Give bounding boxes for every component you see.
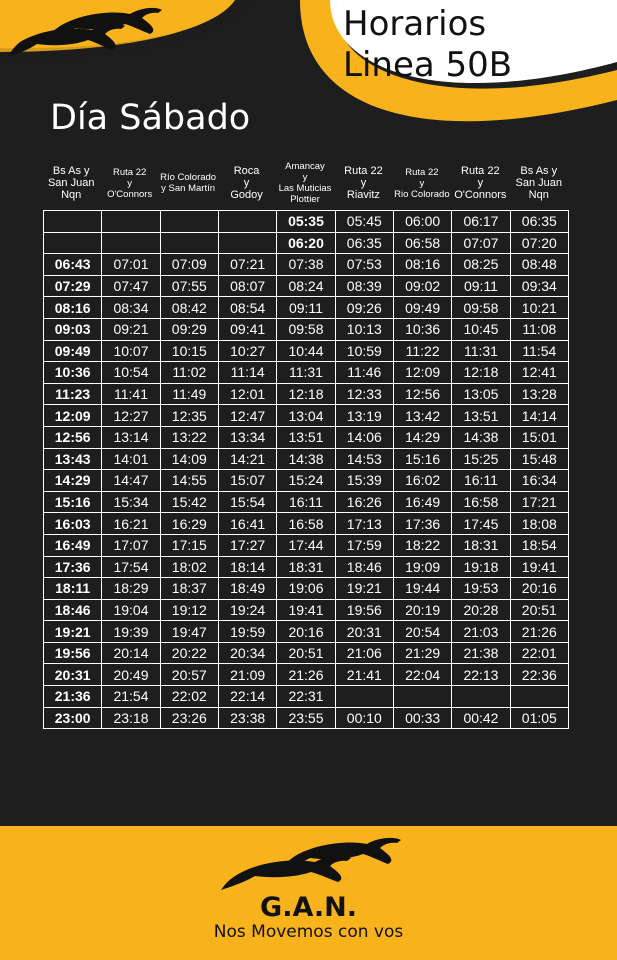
column-header: Roca y Godoy — [230, 165, 263, 201]
time-cell: 15:48 — [510, 448, 568, 470]
time-cell: 09:58 — [452, 297, 510, 319]
time-cell: 22:02 — [160, 686, 218, 708]
column-header: Ruta 22 y Rio Colorado — [394, 166, 450, 200]
time-cell: 09:11 — [452, 275, 510, 297]
greyhound-footer-icon — [215, 836, 405, 894]
time-cell: 12:33 — [335, 383, 393, 405]
time-cell: 15:54 — [218, 491, 276, 513]
table-row — [44, 556, 569, 578]
time-cell: 20:16 — [277, 621, 335, 643]
time-cell: 11:54 — [510, 340, 568, 362]
table-row — [44, 664, 569, 686]
time-cell: 16:03 — [44, 513, 102, 535]
time-cell: 22:13 — [452, 664, 510, 686]
time-cell: 07:55 — [160, 275, 218, 297]
time-cell: 11:14 — [218, 362, 276, 384]
time-cell: 17:07 — [102, 534, 160, 556]
time-cell: 00:10 — [335, 707, 393, 729]
time-cell: 09:26 — [335, 297, 393, 319]
table-row — [44, 599, 569, 621]
table-row — [44, 578, 569, 600]
time-cell: 16:58 — [452, 491, 510, 513]
time-cell: 14:21 — [218, 448, 276, 470]
time-cell: 18:08 — [510, 513, 568, 535]
time-cell: 18:11 — [44, 578, 102, 600]
time-cell: 16:11 — [277, 491, 335, 513]
time-cell: 20:34 — [218, 642, 276, 664]
table-row — [44, 362, 569, 384]
time-cell: 23:55 — [277, 707, 335, 729]
time-cell: 17:36 — [44, 556, 102, 578]
time-cell — [160, 232, 218, 254]
time-cell: 10:59 — [335, 340, 393, 362]
time-cell: 12:09 — [393, 362, 451, 384]
column-header: Bs As y San Juan Nqn — [47, 165, 95, 201]
time-cell: 14:14 — [510, 405, 568, 427]
time-cell: 21:09 — [218, 664, 276, 686]
column-header: Río Colorado y San Martín — [160, 172, 217, 194]
time-cell: 08:39 — [335, 275, 393, 297]
title-line-2: Linea 50B — [343, 45, 513, 85]
time-cell: 19:24 — [218, 599, 276, 621]
time-cell: 11:23 — [44, 383, 102, 405]
time-cell: 16:11 — [452, 470, 510, 492]
time-cell: 19:56 — [44, 642, 102, 664]
time-cell: 20:22 — [160, 642, 218, 664]
schedule-table — [43, 210, 569, 729]
time-cell: 21:29 — [393, 642, 451, 664]
time-cell: 10:15 — [160, 340, 218, 362]
time-cell: 21:06 — [335, 642, 393, 664]
time-cell: 15:39 — [335, 470, 393, 492]
time-cell: 19:12 — [160, 599, 218, 621]
time-cell: 13:05 — [452, 383, 510, 405]
time-cell: 13:22 — [160, 426, 218, 448]
time-cell: 16:58 — [277, 513, 335, 535]
time-cell: 17:45 — [452, 513, 510, 535]
time-cell: 16:49 — [44, 534, 102, 556]
time-cell: 11:31 — [277, 362, 335, 384]
time-cell: 15:16 — [393, 448, 451, 470]
time-cell: 10:36 — [393, 318, 451, 340]
time-cell: 01:05 — [510, 707, 568, 729]
time-cell: 10:36 — [44, 362, 102, 384]
time-cell: 06:58 — [393, 232, 451, 254]
time-cell: 07:47 — [102, 275, 160, 297]
time-cell: 17:27 — [218, 534, 276, 556]
time-cell: 22:14 — [218, 686, 276, 708]
time-cell: 10:54 — [102, 362, 160, 384]
time-cell: 06:43 — [44, 254, 102, 276]
time-cell: 20:16 — [510, 578, 568, 600]
time-cell: 23:26 — [160, 707, 218, 729]
time-cell: 19:18 — [452, 556, 510, 578]
time-cell: 12:09 — [44, 405, 102, 427]
time-cell: 16:41 — [218, 513, 276, 535]
time-cell: 09:49 — [393, 297, 451, 319]
day-title: Día Sábado — [50, 98, 251, 138]
time-cell: 20:51 — [277, 642, 335, 664]
time-cell: 05:35 — [277, 211, 335, 233]
time-cell: 20:19 — [393, 599, 451, 621]
time-cell: 11:22 — [393, 340, 451, 362]
time-cell: 07:01 — [102, 254, 160, 276]
time-cell: 14:38 — [277, 448, 335, 470]
time-cell: 21:54 — [102, 686, 160, 708]
time-cell: 11:08 — [510, 318, 568, 340]
time-cell: 21:36 — [44, 686, 102, 708]
time-cell: 18:54 — [510, 534, 568, 556]
table-row — [44, 534, 569, 556]
time-cell: 09:11 — [277, 297, 335, 319]
time-cell — [44, 211, 102, 233]
time-cell: 22:01 — [510, 642, 568, 664]
footer — [0, 826, 617, 960]
time-cell: 06:00 — [393, 211, 451, 233]
time-cell: 00:42 — [452, 707, 510, 729]
time-cell: 07:21 — [218, 254, 276, 276]
time-cell: 13:43 — [44, 448, 102, 470]
time-cell — [218, 232, 276, 254]
time-cell: 18:14 — [218, 556, 276, 578]
time-cell: 18:37 — [160, 578, 218, 600]
time-cell: 18:29 — [102, 578, 160, 600]
table-row — [44, 383, 569, 405]
time-cell: 06:17 — [452, 211, 510, 233]
column-header: Ruta 22 y O'Connors — [107, 166, 153, 200]
time-cell: 09:02 — [393, 275, 451, 297]
time-cell: 21:38 — [452, 642, 510, 664]
time-cell — [102, 232, 160, 254]
time-cell: 19:41 — [510, 556, 568, 578]
time-cell: 21:41 — [335, 664, 393, 686]
table-row — [44, 275, 569, 297]
time-cell: 13:42 — [393, 405, 451, 427]
time-cell: 15:16 — [44, 491, 102, 513]
column-header: Amancay y Las Muticias Plottier — [278, 161, 332, 205]
time-cell: 08:34 — [102, 297, 160, 319]
time-cell: 17:13 — [335, 513, 393, 535]
time-cell: 20:14 — [102, 642, 160, 664]
time-cell: 21:26 — [277, 664, 335, 686]
title-line-1: Horarios — [343, 4, 487, 44]
route-title — [343, 4, 512, 86]
time-cell: 20:49 — [102, 664, 160, 686]
table-row — [44, 254, 569, 276]
time-cell: 19:56 — [335, 599, 393, 621]
time-cell: 12:18 — [452, 362, 510, 384]
time-cell — [160, 211, 218, 233]
time-cell: 18:31 — [452, 534, 510, 556]
time-cell: 19:44 — [393, 578, 451, 600]
time-cell: 14:47 — [102, 470, 160, 492]
time-cell: 12:56 — [393, 383, 451, 405]
column-headers — [42, 160, 568, 206]
time-cell: 19:09 — [393, 556, 451, 578]
table-row — [44, 448, 569, 470]
time-cell: 23:00 — [44, 707, 102, 729]
time-cell — [510, 686, 568, 708]
table-row — [44, 211, 569, 233]
table-row — [44, 491, 569, 513]
time-cell: 10:13 — [335, 318, 393, 340]
time-cell: 15:07 — [218, 470, 276, 492]
time-cell: 21:03 — [452, 621, 510, 643]
time-cell: 14:53 — [335, 448, 393, 470]
time-cell: 09:34 — [510, 275, 568, 297]
time-cell: 08:42 — [160, 297, 218, 319]
time-cell: 22:36 — [510, 664, 568, 686]
time-cell: 22:31 — [277, 686, 335, 708]
time-cell: 08:07 — [218, 275, 276, 297]
time-cell: 07:29 — [44, 275, 102, 297]
time-cell: 07:09 — [160, 254, 218, 276]
time-cell: 23:18 — [102, 707, 160, 729]
time-cell: 17:36 — [393, 513, 451, 535]
time-cell: 15:25 — [452, 448, 510, 470]
time-cell: 08:25 — [452, 254, 510, 276]
time-cell: 14:01 — [102, 448, 160, 470]
time-cell: 16:02 — [393, 470, 451, 492]
time-cell: 20:31 — [335, 621, 393, 643]
time-cell: 08:24 — [277, 275, 335, 297]
time-cell: 12:18 — [277, 383, 335, 405]
time-cell: 08:16 — [44, 297, 102, 319]
time-cell — [452, 686, 510, 708]
table-row — [44, 232, 569, 254]
time-cell: 23:38 — [218, 707, 276, 729]
time-cell: 14:29 — [393, 426, 451, 448]
time-cell: 19:21 — [44, 621, 102, 643]
time-cell: 11:31 — [452, 340, 510, 362]
time-cell: 18:02 — [160, 556, 218, 578]
time-cell: 14:06 — [335, 426, 393, 448]
time-cell: 13:19 — [335, 405, 393, 427]
time-cell: 10:07 — [102, 340, 160, 362]
time-cell: 14:09 — [160, 448, 218, 470]
time-cell: 19:06 — [277, 578, 335, 600]
time-cell: 08:16 — [393, 254, 451, 276]
time-cell: 14:55 — [160, 470, 218, 492]
time-cell: 18:31 — [277, 556, 335, 578]
time-cell — [102, 211, 160, 233]
time-cell: 13:04 — [277, 405, 335, 427]
time-cell: 21:26 — [510, 621, 568, 643]
time-cell: 18:46 — [44, 599, 102, 621]
time-cell: 13:34 — [218, 426, 276, 448]
time-cell: 19:39 — [102, 621, 160, 643]
table-row — [44, 642, 569, 664]
time-cell: 17:59 — [335, 534, 393, 556]
time-cell: 16:26 — [335, 491, 393, 513]
time-cell — [44, 232, 102, 254]
time-cell: 17:21 — [510, 491, 568, 513]
time-cell — [218, 211, 276, 233]
time-cell: 12:41 — [510, 362, 568, 384]
time-cell: 12:27 — [102, 405, 160, 427]
time-cell: 15:01 — [510, 426, 568, 448]
time-cell: 13:14 — [102, 426, 160, 448]
column-header: Ruta 22 y O'Connors — [454, 165, 507, 201]
time-cell: 12:01 — [218, 383, 276, 405]
time-cell: 14:38 — [452, 426, 510, 448]
time-cell: 09:49 — [44, 340, 102, 362]
time-cell: 20:28 — [452, 599, 510, 621]
table-row — [44, 297, 569, 319]
column-header: Ruta 22 y Riavitz — [344, 165, 383, 201]
time-cell: 15:42 — [160, 491, 218, 513]
time-cell: 10:44 — [277, 340, 335, 362]
column-header: Bs As y San Juan Nqn — [515, 165, 562, 201]
time-cell: 07:20 — [510, 232, 568, 254]
slogan: Nos Movemos con vos — [213, 922, 404, 942]
time-cell: 18:49 — [218, 578, 276, 600]
time-cell: 19:59 — [218, 621, 276, 643]
table-row — [44, 426, 569, 448]
time-cell: 19:21 — [335, 578, 393, 600]
time-cell: 16:49 — [393, 491, 451, 513]
time-cell: 18:46 — [335, 556, 393, 578]
time-cell: 00:33 — [393, 707, 451, 729]
time-cell: 11:41 — [102, 383, 160, 405]
table-row — [44, 318, 569, 340]
time-cell: 06:35 — [335, 232, 393, 254]
time-cell: 20:54 — [393, 621, 451, 643]
time-cell: 07:07 — [452, 232, 510, 254]
time-cell: 20:57 — [160, 664, 218, 686]
time-cell: 06:20 — [277, 232, 335, 254]
time-cell: 05:45 — [335, 211, 393, 233]
time-cell: 22:04 — [393, 664, 451, 686]
time-cell: 10:21 — [510, 297, 568, 319]
time-cell: 08:54 — [218, 297, 276, 319]
time-cell: 12:35 — [160, 405, 218, 427]
time-cell: 09:58 — [277, 318, 335, 340]
time-cell: 16:21 — [102, 513, 160, 535]
time-cell — [393, 686, 451, 708]
time-cell: 13:28 — [510, 383, 568, 405]
time-cell: 09:29 — [160, 318, 218, 340]
time-cell: 13:51 — [452, 405, 510, 427]
time-cell: 17:44 — [277, 534, 335, 556]
time-cell: 18:22 — [393, 534, 451, 556]
time-cell: 10:27 — [218, 340, 276, 362]
time-cell: 19:47 — [160, 621, 218, 643]
time-cell: 11:46 — [335, 362, 393, 384]
brand-name: G.A.N. — [260, 892, 357, 923]
time-cell: 10:45 — [452, 318, 510, 340]
time-cell: 15:24 — [277, 470, 335, 492]
time-cell: 20:51 — [510, 599, 568, 621]
time-cell: 14:29 — [44, 470, 102, 492]
table-row — [44, 621, 569, 643]
time-cell: 06:35 — [510, 211, 568, 233]
time-cell: 19:53 — [452, 578, 510, 600]
time-cell: 07:38 — [277, 254, 335, 276]
time-cell: 07:53 — [335, 254, 393, 276]
table-row — [44, 470, 569, 492]
time-cell: 15:34 — [102, 491, 160, 513]
time-cell: 09:41 — [218, 318, 276, 340]
time-cell: 12:47 — [218, 405, 276, 427]
table-row — [44, 707, 569, 729]
time-cell: 16:29 — [160, 513, 218, 535]
time-cell: 08:48 — [510, 254, 568, 276]
time-cell — [335, 686, 393, 708]
time-cell: 09:21 — [102, 318, 160, 340]
time-cell: 11:49 — [160, 383, 218, 405]
time-cell: 11:02 — [160, 362, 218, 384]
time-cell: 19:41 — [277, 599, 335, 621]
table-row — [44, 513, 569, 535]
table-row — [44, 405, 569, 427]
time-cell: 13:51 — [277, 426, 335, 448]
time-cell: 12:56 — [44, 426, 102, 448]
time-cell: 17:54 — [102, 556, 160, 578]
table-row — [44, 340, 569, 362]
time-cell: 20:31 — [44, 664, 102, 686]
table-row — [44, 686, 569, 708]
time-cell: 16:34 — [510, 470, 568, 492]
time-cell: 17:15 — [160, 534, 218, 556]
time-cell: 09:03 — [44, 318, 102, 340]
time-cell: 19:04 — [102, 599, 160, 621]
